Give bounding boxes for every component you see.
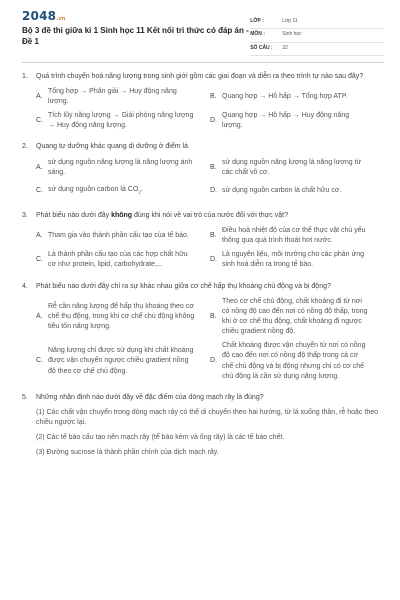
- option-d[interactable]: [210, 180, 384, 202]
- option-b[interactable]: [210, 224, 384, 248]
- document-title: Bộ 3 đề thi giữa kì 1 Sinh học 11 Kết nối tri thức có đáp án - Đề 1: [22, 26, 249, 46]
- answer-options: [36, 85, 384, 134]
- answer-options: [36, 295, 384, 384]
- question-number: 4.: [22, 282, 28, 290]
- option-c[interactable]: [36, 248, 210, 272]
- question-text: Quang tự dưỡng khác quang dị dưỡng ở điểm là: [36, 143, 188, 151]
- option-a[interactable]: [36, 224, 210, 248]
- option-letter: A.: [36, 232, 43, 240]
- option-text: sử dụng nguồn năng lượng là năng lượng từ các chất vô cơ.: [222, 158, 362, 176]
- option-text: Quang hợp → Hô hấp → Tổng hợp ATP.: [222, 92, 348, 100]
- question-text: Phát biểu nào dưới đây không đúng khi nói về vai trò của nước đối với thực vật?: [36, 211, 288, 219]
- meta-row-count: [250, 43, 384, 56]
- question-text: Những nhận định nào dưới đây về đặc điểm của dòng mạch rây là đúng?: [36, 393, 264, 401]
- option-b[interactable]: [210, 156, 384, 180]
- option-a[interactable]: [36, 85, 210, 109]
- meta-value: Lớp 11: [282, 18, 298, 24]
- option-text: Chất khoáng được vận chuyển từ nơi có nồng độ cao đến nơi có nồng độ thấp trong cả cơ chế chủ động và bị động nhưng chỉ có cơ chế chủ động là cần sử dụng năng lượng.: [222, 342, 366, 380]
- header-left: [22, 10, 250, 56]
- answer-options: [36, 224, 384, 273]
- option-text: sử dụng nguồn năng lượng là năng lượng ánh sáng.: [48, 158, 193, 176]
- option-letter: C.: [36, 186, 43, 194]
- question-text: Phát biểu nào dưới đây chỉ ra sự khác nhau giữa cơ chế hấp thụ khoáng chủ động và bị động?: [36, 282, 331, 290]
- question-number: 3.: [22, 211, 28, 219]
- option-b[interactable]: [210, 295, 384, 340]
- option-b[interactable]: [210, 85, 384, 109]
- answer-options: [36, 156, 384, 202]
- meta-value: Sinh học: [282, 31, 302, 38]
- option-letter: A.: [36, 312, 43, 320]
- option-d[interactable]: [210, 109, 384, 133]
- question-number: 5.: [22, 393, 28, 401]
- option-letter: A.: [36, 163, 43, 171]
- meta-value: 32: [282, 44, 288, 51]
- meta-label: SỐ CÂU :: [250, 44, 273, 51]
- option-letter: B.: [210, 232, 217, 240]
- statement-1: (1) Các chất vận chuyển trong dòng mạch rây có thể di chuyển theo hai hướng, từ lá xuống thân, rễ hoặc theo chiều ngược lại.: [36, 408, 379, 427]
- option-letter: B.: [210, 92, 217, 100]
- question-1: [22, 72, 384, 134]
- option-letter: C.: [36, 117, 43, 125]
- question-number: 2.: [22, 143, 28, 151]
- meta-row-subject: [250, 29, 384, 42]
- option-c[interactable]: [36, 339, 210, 384]
- option-letter: C.: [36, 357, 43, 365]
- option-d[interactable]: [210, 248, 384, 272]
- question-text: Quá trình chuyển hoá năng lượng trong sinh giới gồm các giai đoạn và diễn ra theo trình tự nào sau đây?: [36, 72, 364, 80]
- option-letter: D.: [210, 357, 217, 365]
- question-4: [22, 282, 384, 384]
- meta-row-class: [250, 16, 384, 29]
- option-a[interactable]: [36, 156, 210, 180]
- option-text: Rễ cần năng lượng để hấp thụ khoáng theo cơ chế thụ động, trong khi cơ chế chủ động không tiêu tốn năng lượng.: [48, 302, 195, 331]
- option-c[interactable]: [36, 180, 210, 202]
- question-number: 1.: [22, 72, 28, 80]
- site-logo[interactable]: 2048.vn: [22, 9, 66, 23]
- option-letter: D.: [210, 117, 217, 125]
- option-letter: B.: [210, 163, 217, 171]
- option-letter: D.: [210, 186, 217, 194]
- exam-meta: [250, 10, 384, 56]
- option-letter: A.: [36, 92, 43, 100]
- option-d[interactable]: [210, 339, 384, 384]
- meta-label: LỚP :: [250, 18, 264, 24]
- statement-3: (3) Đường sucrose là thành phần chính của dịch mạch rây.: [36, 449, 219, 457]
- option-text: Là thành phần cấu tạo của các hợp chất hữu cơ như protein, lipid, carbohydrate,...: [48, 251, 188, 269]
- option-text: sử dụng nguồn carbon là $CO_2$.: [48, 186, 143, 195]
- question-2: [22, 142, 384, 201]
- document-header: [22, 10, 384, 63]
- option-text: Tích lũy năng lượng → Giải phóng năng lượng → Huy động năng lượng.: [48, 112, 194, 130]
- option-text: sử dụng nguồn carbon là chất hữu cơ.: [222, 186, 342, 194]
- question-5: [22, 393, 384, 459]
- option-a[interactable]: [36, 295, 210, 340]
- option-text: Là nguyên liệu, môi trường cho các phản ứng sinh hoá diễn ra trong tế bào.: [222, 251, 364, 269]
- option-letter: D.: [210, 256, 217, 264]
- option-text: Điều hoà nhiệt độ của cơ thể thực vật chủ yếu thông qua quá trình thoát hơi nước.: [222, 227, 366, 245]
- option-text: Tham gia vào thành phần cấu tạo của tế bào.: [48, 232, 189, 240]
- meta-label: MÔN :: [250, 31, 265, 38]
- option-text: Tổng hợp → Phân giải → Huy động năng lượng.: [48, 87, 177, 106]
- option-text: Quang hợp → Hô hấp → Huy động năng lượng.: [222, 112, 350, 130]
- statement-2: (2) Các tế bào cấu tạo nên mạch rây (tế bào kèm và ống rây) là các tế bào chết.: [36, 434, 285, 442]
- option-text: Năng lượng chỉ được sử dụng khi chất khoáng được vận chuyển ngược chiều gradient nồng độ theo cơ chế chủ động.: [48, 347, 194, 375]
- option-c[interactable]: [36, 109, 210, 133]
- emphasis-word: không: [111, 211, 133, 219]
- option-letter: B.: [210, 312, 217, 320]
- question-3: [22, 211, 384, 273]
- option-letter: C.: [36, 256, 43, 264]
- option-text: Theo cơ chế chủ động, chất khoáng đi từ nơi có nồng độ cao đến nơi có nồng độ thấp, trong khi ở cơ chế thụ động, chất khoáng đi ngược chiều gradient nồng độ.: [222, 297, 368, 336]
